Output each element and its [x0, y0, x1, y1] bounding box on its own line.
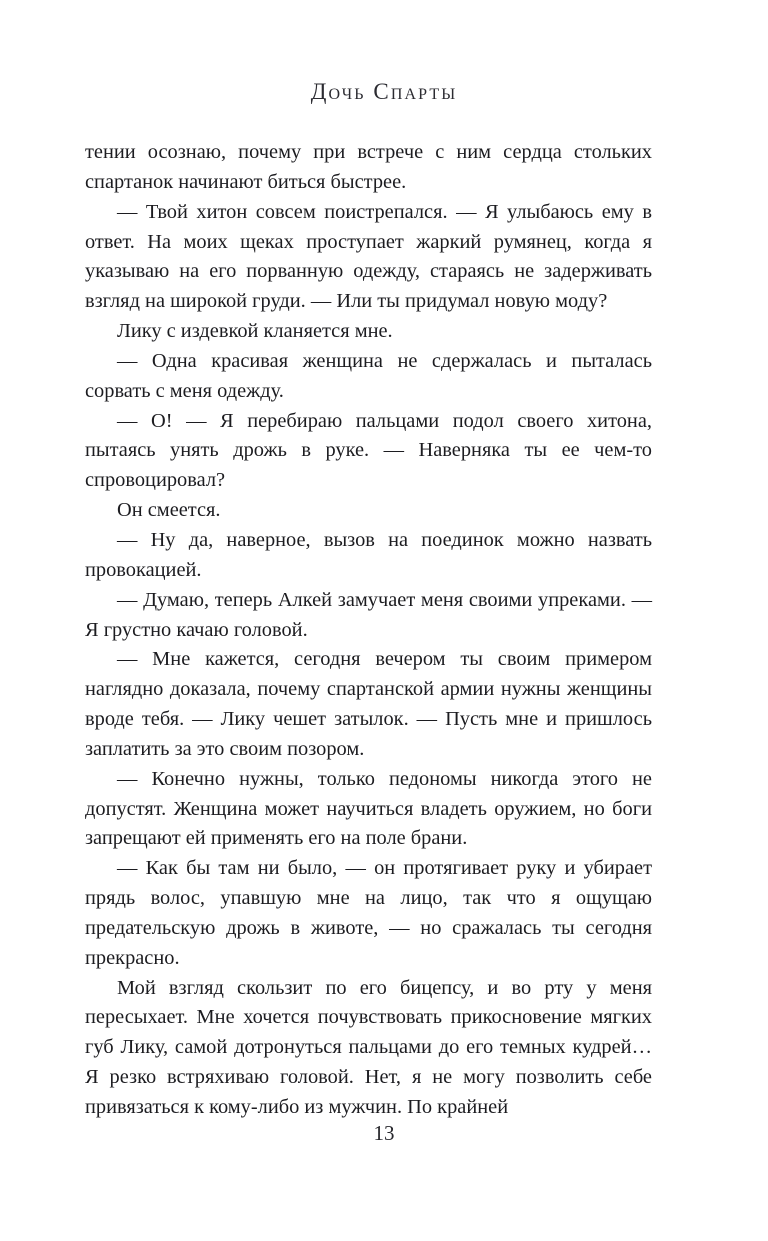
paragraph: Он смеется.: [117, 499, 221, 522]
page-number: 13: [373, 1121, 395, 1145]
paragraph: Мой взгляд скользит по его бицепсу, и во рту у меня пересыхает. Мне хочется почувствовать прикосновение мягких губ Лику, самой дотронуться пальцами до его темных кудрей… Я резко встряхиваю головой. Нет, я не могу позволить себе привязаться к кому-либо из мужчин. По крайней: [85, 976, 652, 1118]
paragraph: — Конечно нужны, только педономы никогда этого не допустят. Женщина может научиться владеть оружием, но боги запрещают ей применять его на поле брани.: [85, 767, 652, 850]
body-text-block: [85, 138, 652, 1123]
paragraph: — Твой хитон совсем поистрепался. — Я улыбаюсь ему в ответ. На моих щеках проступает жаркий румянец, когда я указываю на его порванную одежду, стараясь не задерживать взгляд на широкой груди. — Или ты придумал новую моду?: [85, 200, 652, 313]
paragraph: тении осознаю, почему при встрече с ним сердца стольких спартанок начинают биться быстрее.: [85, 141, 652, 193]
paragraph: — Ну да, наверное, вызов на поединок можно назвать провокацией.: [85, 528, 652, 581]
paragraph: — Как бы там ни было, — он протягивает руку и убирает прядь волос, упавшую мне на лицо, так что я ощущаю предательскую дрожь в животе, — но сражалась ты сегодня прекрасно.: [85, 857, 652, 969]
paragraph: — О! — Я перебираю пальцами подол своего хитона, пытаясь унять дрожь в руке. — Наверняка ты ее чем-то спровоцировал?: [85, 409, 652, 492]
paragraph: — Одна красивая женщина не сдержалась и пыталась сорвать с меня одежду.: [85, 349, 652, 402]
running-head-title: Дочь Спарты: [310, 79, 458, 104]
paragraph: — Думаю, теперь Алкей замучает меня своими упреками. — Я грустно качаю головой.: [85, 588, 652, 641]
paragraph: Лику с издевкой кланяется мне.: [117, 320, 393, 343]
paragraph: — Мне кажется, сегодня вечером ты своим примером наглядно доказала, почему спартанской армии нужны женщины вроде тебя. — Лику чешет затылок. — Пусть мне и пришлось заплатить за это своим позором.: [85, 648, 652, 760]
